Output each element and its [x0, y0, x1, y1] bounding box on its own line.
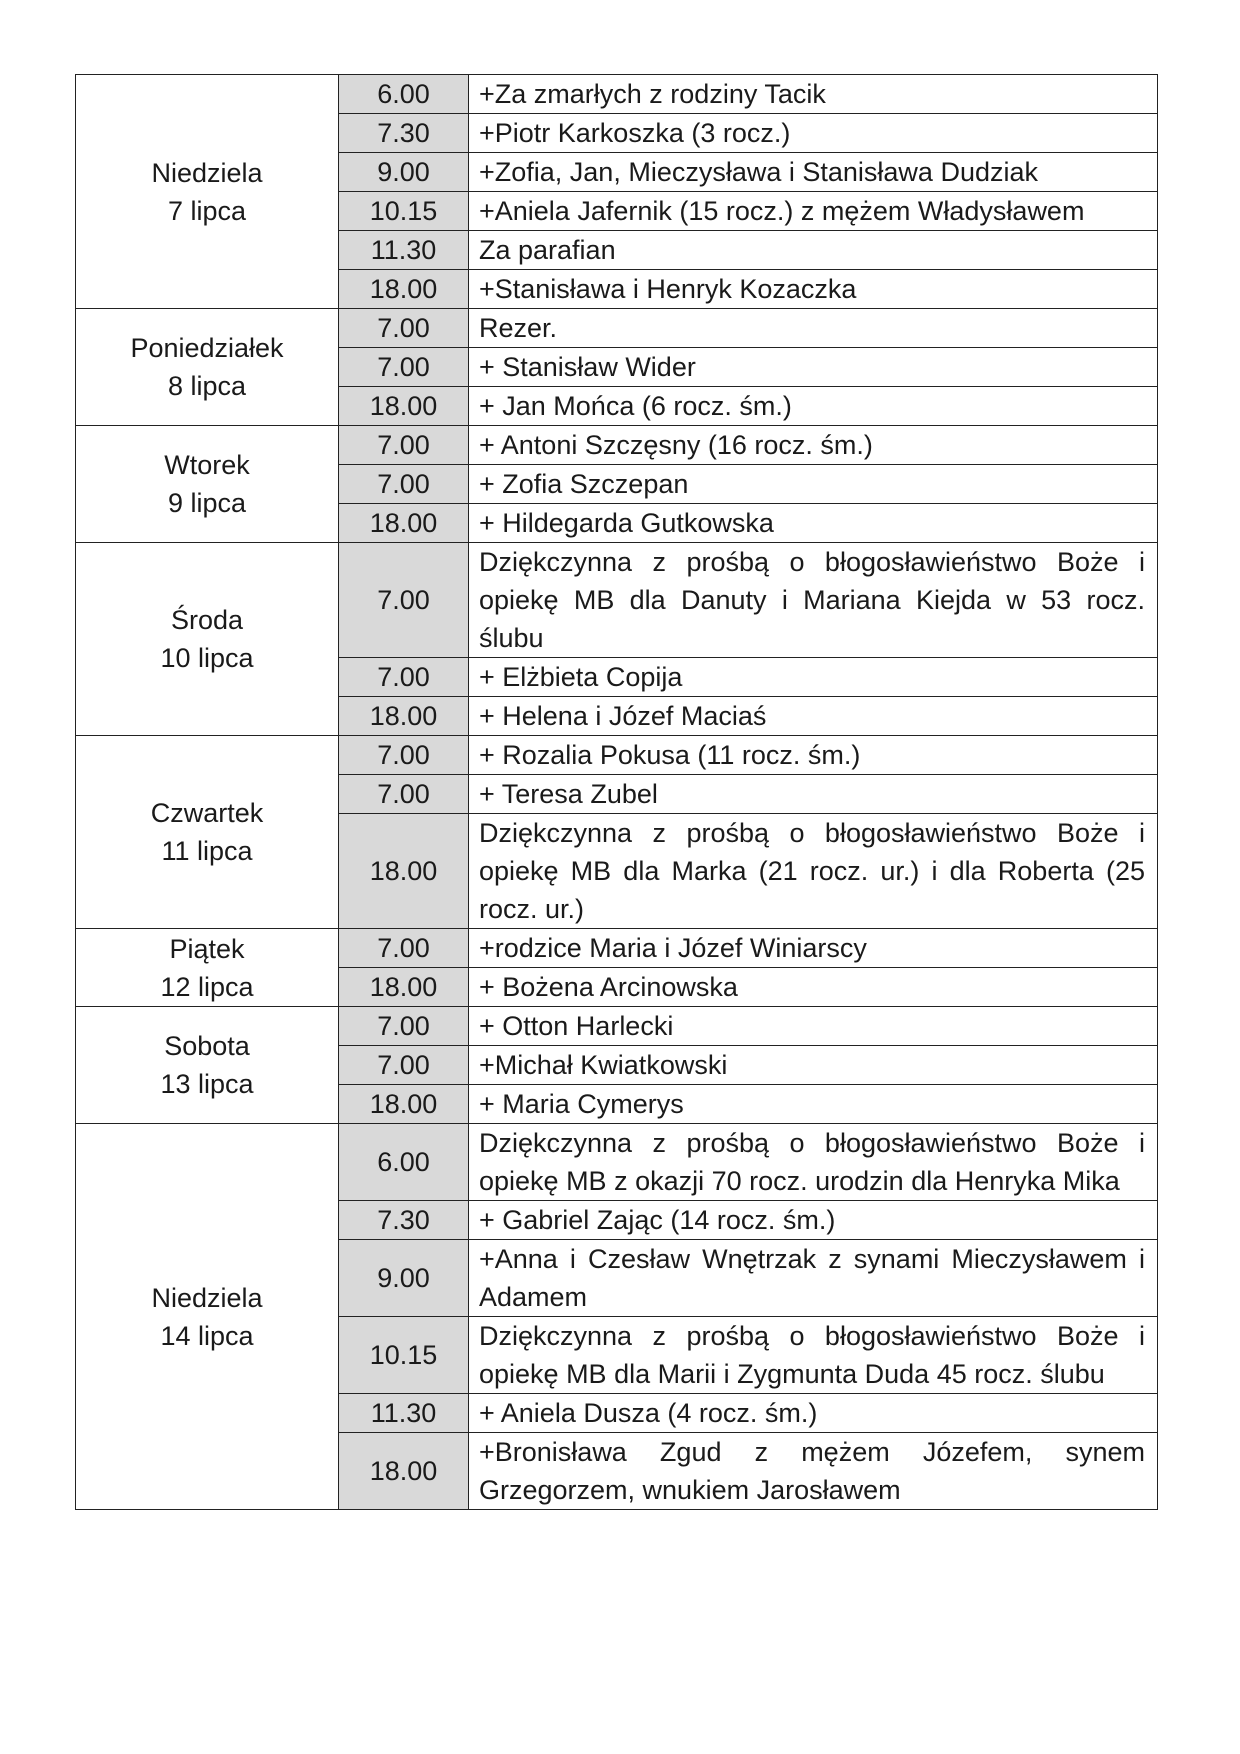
mass-intention: +Anna i Czesław Wnętrzak z synami Mieczysławem i Adamem [469, 1240, 1158, 1317]
mass-time: 7.00 [339, 1007, 469, 1046]
mass-time: 18.00 [339, 504, 469, 543]
mass-intention: +Stanisława i Henryk Kozaczka [469, 270, 1158, 309]
mass-schedule-body [76, 75, 1158, 1510]
day-date: 8 lipca [167, 371, 247, 401]
mass-intention: Za parafian [469, 231, 1158, 270]
day-cell [76, 1124, 339, 1510]
mass-row [76, 426, 1158, 465]
day-name: Środa [170, 605, 244, 635]
mass-intention: +Aniela Jafernik (15 rocz.) z mężem Władysławem [469, 192, 1158, 231]
day-date: 12 lipca [160, 971, 254, 1002]
mass-schedule-table [75, 74, 1158, 1510]
mass-intention: Dziękczynna z prośbą o błogosławieństwo Boże i opiekę MB dla Danuty i Mariana Kiejda w 53 rocz. ślubu [469, 543, 1158, 658]
day-cell [76, 309, 339, 426]
day-name: Wtorek [164, 450, 250, 480]
mass-intention: Dziękczynna z prośbą o błogosławieństwo Boże i opiekę MB dla Marka (21 rocz. ur.) i dla Roberta (25 rocz. ur.) [469, 814, 1158, 929]
mass-intention: + Stanisław Wider [469, 348, 1158, 387]
mass-intention: +rodzice Maria i Józef Winiarscy [469, 929, 1158, 968]
mass-row [76, 75, 1158, 114]
mass-intention: + Rozalia Pokusa (11 rocz. śm.) [469, 736, 1158, 775]
day-name: Poniedziałek [130, 333, 284, 363]
mass-intention: Dziękczynna z prośbą o błogosławieństwo Boże i opiekę MB dla Marii i Zygmunta Duda 45 rocz. ślubu [469, 1317, 1158, 1394]
day-date: 10 lipca [160, 643, 254, 673]
mass-row [76, 736, 1158, 775]
day-name: Niedziela [151, 1282, 263, 1313]
mass-time: 7.00 [339, 929, 469, 968]
mass-time: 7.30 [339, 1201, 469, 1240]
day-name: Sobota [164, 1031, 250, 1061]
day-cell [76, 1007, 339, 1124]
mass-time: 18.00 [339, 814, 469, 929]
mass-time: 7.00 [339, 348, 469, 387]
mass-time: 11.30 [339, 1394, 469, 1433]
mass-time: 7.00 [339, 309, 469, 348]
mass-time: 7.00 [339, 543, 469, 658]
day-date: 14 lipca [160, 1320, 254, 1351]
mass-intention: + Maria Cymerys [469, 1085, 1158, 1124]
day-name: Czwartek [150, 798, 264, 828]
day-cell [76, 736, 339, 929]
mass-time: 18.00 [339, 387, 469, 426]
mass-time: 6.00 [339, 1124, 469, 1201]
mass-time: 7.00 [339, 658, 469, 697]
day-name: Niedziela [151, 157, 263, 188]
mass-intention: Dziękczynna z prośbą o błogosławieństwo Boże i opiekę MB z okazji 70 rocz. urodzin dla Henryka Mika [469, 1124, 1158, 1201]
day-cell [76, 75, 339, 309]
mass-intention: + Hildegarda Gutkowska [469, 504, 1158, 543]
mass-time: 18.00 [339, 968, 469, 1007]
mass-time: 6.00 [339, 75, 469, 114]
mass-time: 7.00 [339, 465, 469, 504]
day-date: 11 lipca [161, 836, 253, 866]
mass-intention: +Piotr Karkoszka (3 rocz.) [469, 114, 1158, 153]
mass-intention: + Zofia Szczepan [469, 465, 1158, 504]
day-cell [76, 929, 339, 1007]
day-name: Piątek [169, 933, 245, 964]
mass-intention: + Jan Mońca (6 rocz. śm.) [469, 387, 1158, 426]
mass-row [76, 929, 1158, 968]
mass-time: 18.00 [339, 1085, 469, 1124]
mass-row [76, 543, 1158, 658]
mass-time: 9.00 [339, 153, 469, 192]
mass-time: 9.00 [339, 1240, 469, 1317]
mass-intention: + Gabriel Zając (14 rocz. śm.) [469, 1201, 1158, 1240]
mass-time: 7.30 [339, 114, 469, 153]
day-cell [76, 426, 339, 543]
mass-time: 7.00 [339, 775, 469, 814]
mass-time: 18.00 [339, 1433, 469, 1510]
mass-time: 7.00 [339, 1046, 469, 1085]
mass-intention: + Bożena Arcinowska [469, 968, 1158, 1007]
mass-intention: +Bronisława Zgud z mężem Józefem, synem Grzegorzem, wnukiem Jarosławem [469, 1433, 1158, 1510]
mass-intention: + Teresa Zubel [469, 775, 1158, 814]
mass-intention: Rezer. [469, 309, 1158, 348]
mass-intention: + Otton Harlecki [469, 1007, 1158, 1046]
mass-row [76, 309, 1158, 348]
mass-time: 7.00 [339, 426, 469, 465]
day-cell [76, 543, 339, 736]
mass-intention: + Antoni Szczęsny (16 rocz. śm.) [469, 426, 1158, 465]
day-date: 9 lipca [167, 488, 247, 518]
mass-intention: + Aniela Dusza (4 rocz. śm.) [469, 1394, 1158, 1433]
mass-intention: + Helena i Józef Maciaś [469, 697, 1158, 736]
mass-intention: +Za zmarłych z rodziny Tacik [469, 75, 1158, 114]
mass-time: 18.00 [339, 697, 469, 736]
mass-intention: +Michał Kwiatkowski [469, 1046, 1158, 1085]
mass-time: 7.00 [339, 736, 469, 775]
mass-row [76, 1007, 1158, 1046]
mass-row [76, 1124, 1158, 1201]
mass-time: 18.00 [339, 270, 469, 309]
day-date: 7 lipca [167, 195, 247, 226]
mass-time: 11.30 [339, 231, 469, 270]
mass-intention: + Elżbieta Copija [469, 658, 1158, 697]
mass-time: 10.15 [339, 1317, 469, 1394]
mass-intention: +Zofia, Jan, Mieczysława i Stanisława Dudziak [469, 153, 1158, 192]
day-date: 13 lipca [160, 1069, 254, 1099]
mass-time: 10.15 [339, 192, 469, 231]
